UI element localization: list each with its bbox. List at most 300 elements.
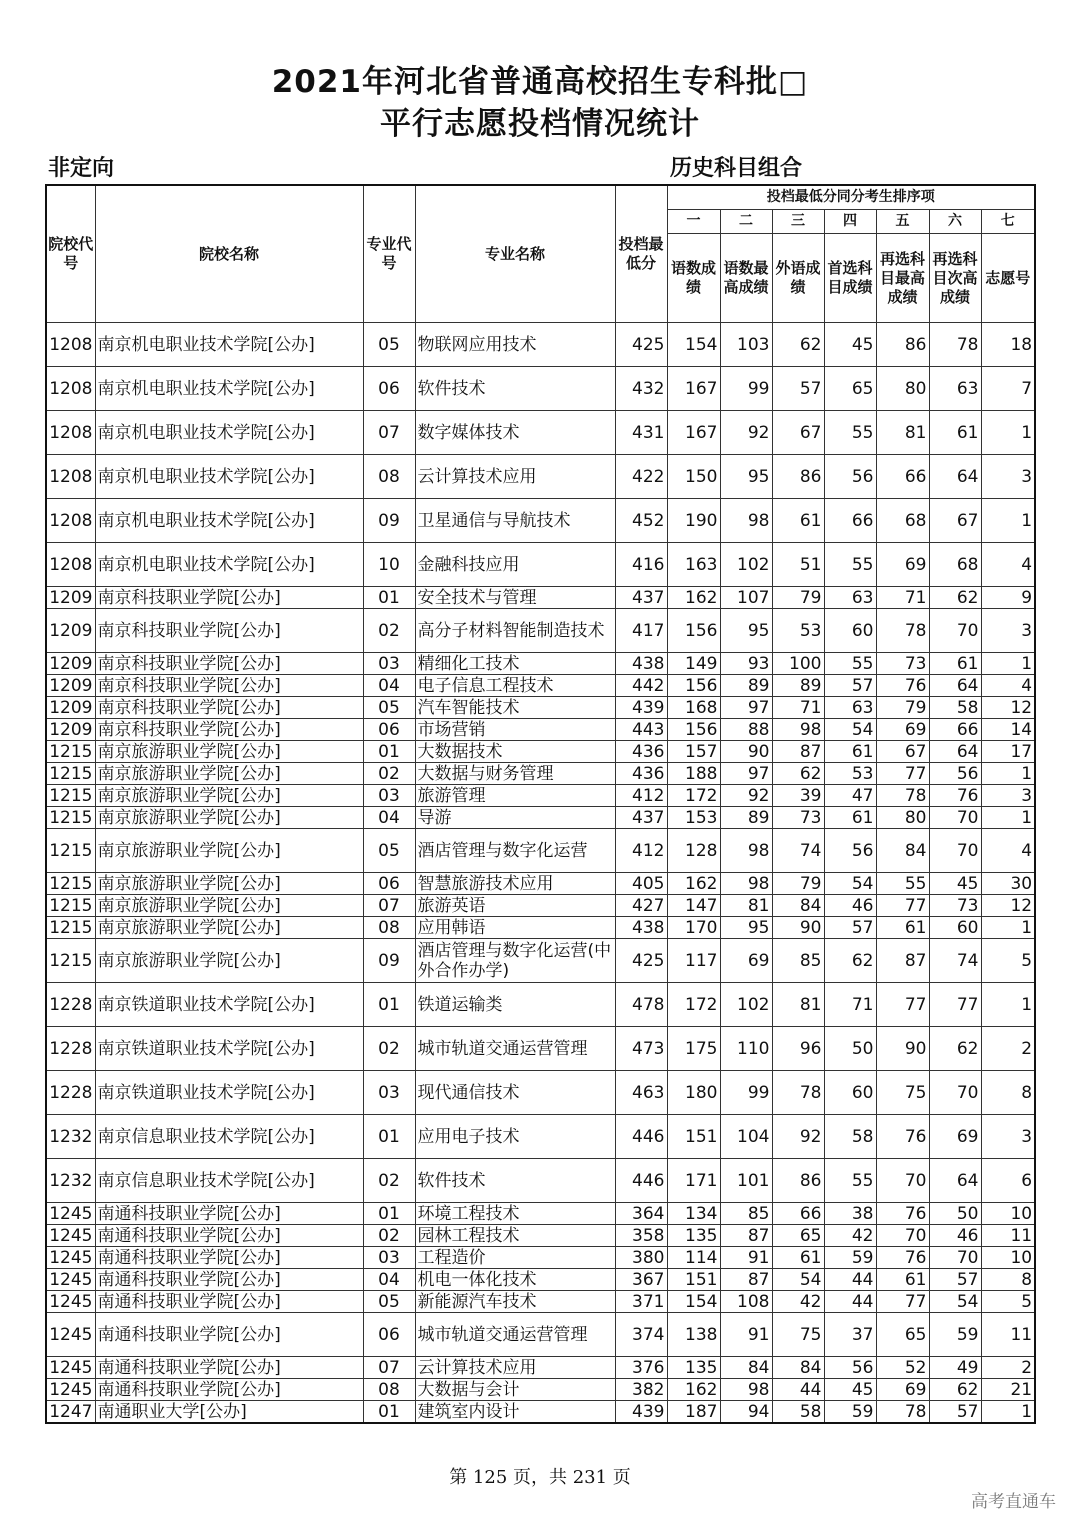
cell-major-name: 环境工程技术 <box>415 1203 615 1225</box>
header-first-subject: 首选科目成绩 <box>824 234 876 323</box>
cell-school-code: 1209 <box>46 675 95 697</box>
cell-chinese-math: 170 <box>667 917 720 939</box>
cell-elective-second: 66 <box>929 719 981 741</box>
header-chinese-math-max: 语数最高成绩 <box>720 234 772 323</box>
cell-major-code: 05 <box>363 1291 415 1313</box>
cell-elective-max: 81 <box>876 411 929 455</box>
cell-school-code: 1232 <box>46 1159 95 1203</box>
table-row <box>46 455 1035 499</box>
cell-major-code: 04 <box>363 1269 415 1291</box>
cell-elective-second: 77 <box>929 983 981 1027</box>
cell-major-code: 08 <box>363 455 415 499</box>
cell-foreign-lang: 86 <box>772 1159 824 1203</box>
cell-min-score: 376 <box>615 1357 667 1379</box>
cell-elective-max: 69 <box>876 719 929 741</box>
cell-school-code: 1215 <box>46 785 95 807</box>
cell-min-score: 473 <box>615 1027 667 1071</box>
cell-choice-number: 18 <box>981 323 1035 367</box>
cell-chinese-math: 114 <box>667 1247 720 1269</box>
header-ranking-group: 投档最低分同分考生排序项 <box>667 185 1035 210</box>
cell-school-name: 南京机电职业技术学院[公办] <box>95 367 363 411</box>
cell-major-name: 软件技术 <box>415 367 615 411</box>
table-row <box>46 763 1035 785</box>
cell-elective-second: 70 <box>929 1247 981 1269</box>
cell-chinese-math: 162 <box>667 587 720 609</box>
page-title-line2: 平行志愿投档情况统计 <box>380 106 700 142</box>
cell-major-name: 新能源汽车技术 <box>415 1291 615 1313</box>
cell-chinese-math: 157 <box>667 741 720 763</box>
cell-min-score: 425 <box>615 939 667 983</box>
cell-school-name: 南京科技职业学院[公办] <box>95 719 363 741</box>
cell-chinese-math: 190 <box>667 499 720 543</box>
cell-min-score: 438 <box>615 653 667 675</box>
cell-school-code: 1215 <box>46 829 95 873</box>
cell-major-name: 软件技术 <box>415 1159 615 1203</box>
cell-chinese-math: 151 <box>667 1269 720 1291</box>
header-choice-number: 志愿号 <box>981 234 1035 323</box>
cell-min-score: 416 <box>615 543 667 587</box>
cell-school-name: 南通科技职业学院[公办] <box>95 1225 363 1247</box>
cell-chinese-math: 168 <box>667 697 720 719</box>
cell-min-score: 442 <box>615 675 667 697</box>
cell-school-name: 南京旅游职业学院[公办] <box>95 763 363 785</box>
cell-elective-max: 90 <box>876 1027 929 1071</box>
cell-school-name: 南京科技职业学院[公办] <box>95 697 363 719</box>
subtitle-category: 非定向 <box>48 156 115 181</box>
cell-chinese-math-max: 98 <box>720 873 772 895</box>
table-row <box>46 917 1035 939</box>
cell-elective-second: 62 <box>929 1027 981 1071</box>
cell-choice-number: 1 <box>981 653 1035 675</box>
header-major-name: 专业名称 <box>415 185 615 323</box>
cell-foreign-lang: 86 <box>772 455 824 499</box>
cell-first-subject: 58 <box>824 1115 876 1159</box>
cell-foreign-lang: 96 <box>772 1027 824 1071</box>
cell-first-subject: 62 <box>824 939 876 983</box>
table-row <box>46 1225 1035 1247</box>
cell-major-name: 金融科技应用 <box>415 543 615 587</box>
cell-elective-second: 61 <box>929 653 981 675</box>
cell-foreign-lang: 90 <box>772 917 824 939</box>
cell-major-code: 04 <box>363 675 415 697</box>
admission-table <box>45 184 1036 1424</box>
header-chinese-math: 语数成绩 <box>667 234 720 323</box>
cell-min-score: 422 <box>615 455 667 499</box>
cell-first-subject: 57 <box>824 917 876 939</box>
cell-foreign-lang: 39 <box>772 785 824 807</box>
cell-major-name: 机电一体化技术 <box>415 1269 615 1291</box>
cell-elective-second: 58 <box>929 697 981 719</box>
cell-chinese-math-max: 89 <box>720 807 772 829</box>
cell-school-name: 南京机电职业技术学院[公办] <box>95 455 363 499</box>
cell-choice-number: 21 <box>981 1379 1035 1401</box>
cell-school-name: 南京科技职业学院[公办] <box>95 587 363 609</box>
cell-major-code: 01 <box>363 741 415 763</box>
cell-school-name: 南通科技职业学院[公办] <box>95 1203 363 1225</box>
cell-school-code: 1245 <box>46 1357 95 1379</box>
cell-major-name: 城市轨道交通运营管理 <box>415 1027 615 1071</box>
cell-first-subject: 54 <box>824 719 876 741</box>
table-row <box>46 499 1035 543</box>
cell-foreign-lang: 71 <box>772 697 824 719</box>
table-row <box>46 653 1035 675</box>
cell-choice-number: 5 <box>981 939 1035 983</box>
cell-elective-second: 68 <box>929 543 981 587</box>
cell-elective-second: 62 <box>929 587 981 609</box>
header-num-4: 四 <box>824 210 876 234</box>
cell-chinese-math: 150 <box>667 455 720 499</box>
cell-chinese-math-max: 99 <box>720 1071 772 1115</box>
cell-school-code: 1247 <box>46 1401 95 1424</box>
cell-chinese-math: 167 <box>667 411 720 455</box>
header-foreign-lang: 外语成绩 <box>772 234 824 323</box>
cell-major-name: 安全技术与管理 <box>415 587 615 609</box>
cell-chinese-math-max: 88 <box>720 719 772 741</box>
cell-school-name: 南京科技职业学院[公办] <box>95 675 363 697</box>
cell-foreign-lang: 61 <box>772 1247 824 1269</box>
cell-school-code: 1245 <box>46 1225 95 1247</box>
cell-major-code: 09 <box>363 939 415 983</box>
cell-min-score: 364 <box>615 1203 667 1225</box>
cell-chinese-math: 135 <box>667 1225 720 1247</box>
cell-major-code: 07 <box>363 895 415 917</box>
cell-min-score: 425 <box>615 323 667 367</box>
cell-choice-number: 11 <box>981 1225 1035 1247</box>
cell-foreign-lang: 54 <box>772 1269 824 1291</box>
cell-foreign-lang: 61 <box>772 499 824 543</box>
cell-min-score: 358 <box>615 1225 667 1247</box>
header-num-7: 七 <box>981 210 1035 234</box>
cell-school-code: 1232 <box>46 1115 95 1159</box>
table-row <box>46 1379 1035 1401</box>
cell-school-name: 南通科技职业学院[公办] <box>95 1357 363 1379</box>
cell-major-name: 高分子材料智能制造技术 <box>415 609 615 653</box>
cell-first-subject: 45 <box>824 1379 876 1401</box>
cell-major-code: 02 <box>363 763 415 785</box>
cell-chinese-math-max: 98 <box>720 829 772 873</box>
cell-school-name: 南京旅游职业学院[公办] <box>95 807 363 829</box>
cell-elective-second: 70 <box>929 829 981 873</box>
table-row <box>46 1401 1035 1424</box>
cell-foreign-lang: 62 <box>772 323 824 367</box>
cell-school-name: 南京旅游职业学院[公办] <box>95 939 363 983</box>
cell-elective-max: 66 <box>876 455 929 499</box>
cell-elective-max: 80 <box>876 807 929 829</box>
cell-school-code: 1215 <box>46 917 95 939</box>
cell-chinese-math: 180 <box>667 1071 720 1115</box>
cell-min-score: 412 <box>615 785 667 807</box>
cell-first-subject: 55 <box>824 543 876 587</box>
cell-choice-number: 30 <box>981 873 1035 895</box>
cell-choice-number: 10 <box>981 1203 1035 1225</box>
cell-min-score: 382 <box>615 1379 667 1401</box>
cell-elective-second: 46 <box>929 1225 981 1247</box>
cell-elective-second: 59 <box>929 1313 981 1357</box>
cell-choice-number: 7 <box>981 367 1035 411</box>
cell-elective-max: 84 <box>876 829 929 873</box>
cell-foreign-lang: 75 <box>772 1313 824 1357</box>
cell-major-code: 07 <box>363 1357 415 1379</box>
table-row <box>46 873 1035 895</box>
cell-foreign-lang: 79 <box>772 873 824 895</box>
cell-min-score: 436 <box>615 741 667 763</box>
cell-min-score: 439 <box>615 697 667 719</box>
cell-elective-max: 55 <box>876 873 929 895</box>
cell-school-name: 南京旅游职业学院[公办] <box>95 741 363 763</box>
cell-school-name: 南京旅游职业学院[公办] <box>95 873 363 895</box>
cell-school-code: 1209 <box>46 587 95 609</box>
cell-major-name: 市场营销 <box>415 719 615 741</box>
cell-min-score: 438 <box>615 917 667 939</box>
cell-major-name: 云计算技术应用 <box>415 455 615 499</box>
cell-elective-second: 45 <box>929 873 981 895</box>
cell-chinese-math-max: 97 <box>720 697 772 719</box>
cell-first-subject: 61 <box>824 807 876 829</box>
cell-elective-max: 87 <box>876 939 929 983</box>
watermark: 高考直通车 <box>971 1492 1056 1512</box>
cell-first-subject: 44 <box>824 1269 876 1291</box>
table-row <box>46 323 1035 367</box>
cell-foreign-lang: 78 <box>772 1071 824 1115</box>
cell-elective-max: 78 <box>876 609 929 653</box>
cell-school-name: 南通科技职业学院[公办] <box>95 1379 363 1401</box>
cell-choice-number: 5 <box>981 1291 1035 1313</box>
cell-major-name: 现代通信技术 <box>415 1071 615 1115</box>
cell-choice-number: 8 <box>981 1269 1035 1291</box>
table-row <box>46 1027 1035 1071</box>
cell-chinese-math-max: 104 <box>720 1115 772 1159</box>
cell-elective-second: 64 <box>929 455 981 499</box>
cell-choice-number: 1 <box>981 983 1035 1027</box>
cell-first-subject: 53 <box>824 763 876 785</box>
cell-choice-number: 17 <box>981 741 1035 763</box>
cell-chinese-math: 117 <box>667 939 720 983</box>
cell-elective-max: 71 <box>876 587 929 609</box>
cell-chinese-math-max: 102 <box>720 983 772 1027</box>
cell-chinese-math-max: 107 <box>720 587 772 609</box>
cell-first-subject: 55 <box>824 1159 876 1203</box>
cell-school-code: 1245 <box>46 1247 95 1269</box>
cell-chinese-math: 149 <box>667 653 720 675</box>
cell-chinese-math: 187 <box>667 1401 720 1424</box>
page-title-line1: 2021年河北省普通高校招生专科批□ <box>271 64 809 100</box>
cell-elective-max: 61 <box>876 1269 929 1291</box>
cell-school-code: 1208 <box>46 411 95 455</box>
table-row <box>46 895 1035 917</box>
cell-school-name: 南京旅游职业学院[公办] <box>95 895 363 917</box>
cell-elective-second: 74 <box>929 939 981 983</box>
cell-elective-second: 63 <box>929 367 981 411</box>
cell-major-name: 智慧旅游技术应用 <box>415 873 615 895</box>
cell-major-code: 06 <box>363 1313 415 1357</box>
cell-first-subject: 66 <box>824 499 876 543</box>
table-row <box>46 1291 1035 1313</box>
cell-foreign-lang: 66 <box>772 1203 824 1225</box>
cell-chinese-math: 156 <box>667 609 720 653</box>
cell-major-code: 01 <box>363 983 415 1027</box>
cell-major-code: 09 <box>363 499 415 543</box>
cell-elective-max: 69 <box>876 1379 929 1401</box>
table-row <box>46 983 1035 1027</box>
cell-school-name: 南通科技职业学院[公办] <box>95 1313 363 1357</box>
cell-major-name: 电子信息工程技术 <box>415 675 615 697</box>
cell-min-score: 443 <box>615 719 667 741</box>
cell-first-subject: 71 <box>824 983 876 1027</box>
cell-chinese-math: 151 <box>667 1115 720 1159</box>
cell-first-subject: 59 <box>824 1247 876 1269</box>
cell-elective-max: 75 <box>876 1071 929 1115</box>
cell-major-name: 数字媒体技术 <box>415 411 615 455</box>
header-school-code: 院校代号 <box>46 185 95 323</box>
table-row <box>46 411 1035 455</box>
table-row <box>46 829 1035 873</box>
cell-min-score: 432 <box>615 367 667 411</box>
cell-elective-max: 68 <box>876 499 929 543</box>
cell-first-subject: 55 <box>824 653 876 675</box>
cell-choice-number: 1 <box>981 499 1035 543</box>
cell-first-subject: 56 <box>824 1357 876 1379</box>
header-num-6: 六 <box>929 210 981 234</box>
cell-school-name: 南京机电职业技术学院[公办] <box>95 543 363 587</box>
table-row <box>46 939 1035 983</box>
cell-chinese-math: 188 <box>667 763 720 785</box>
cell-foreign-lang: 53 <box>772 609 824 653</box>
cell-school-code: 1209 <box>46 697 95 719</box>
cell-min-score: 437 <box>615 587 667 609</box>
cell-min-score: 436 <box>615 763 667 785</box>
cell-chinese-math-max: 81 <box>720 895 772 917</box>
cell-chinese-math-max: 95 <box>720 917 772 939</box>
cell-chinese-math-max: 90 <box>720 741 772 763</box>
cell-chinese-math: 153 <box>667 807 720 829</box>
cell-min-score: 446 <box>615 1159 667 1203</box>
cell-major-code: 04 <box>363 807 415 829</box>
cell-choice-number: 12 <box>981 697 1035 719</box>
cell-min-score: 367 <box>615 1269 667 1291</box>
cell-elective-max: 78 <box>876 785 929 807</box>
cell-chinese-math-max: 102 <box>720 543 772 587</box>
cell-choice-number: 10 <box>981 1247 1035 1269</box>
cell-choice-number: 6 <box>981 1159 1035 1203</box>
cell-major-code: 01 <box>363 1115 415 1159</box>
header-num-3: 三 <box>772 210 824 234</box>
cell-elective-second: 62 <box>929 1379 981 1401</box>
cell-choice-number: 2 <box>981 1357 1035 1379</box>
cell-elective-second: 49 <box>929 1357 981 1379</box>
cell-chinese-math-max: 84 <box>720 1357 772 1379</box>
cell-school-name: 南京科技职业学院[公办] <box>95 653 363 675</box>
cell-first-subject: 63 <box>824 697 876 719</box>
cell-first-subject: 54 <box>824 873 876 895</box>
cell-school-code: 1215 <box>46 763 95 785</box>
cell-foreign-lang: 92 <box>772 1115 824 1159</box>
cell-school-name: 南京旅游职业学院[公办] <box>95 785 363 807</box>
cell-chinese-math: 162 <box>667 873 720 895</box>
table-row <box>46 587 1035 609</box>
cell-school-code: 1209 <box>46 609 95 653</box>
header-num-2: 二 <box>720 210 772 234</box>
cell-school-code: 1215 <box>46 741 95 763</box>
cell-choice-number: 1 <box>981 917 1035 939</box>
cell-foreign-lang: 89 <box>772 675 824 697</box>
cell-foreign-lang: 79 <box>772 587 824 609</box>
cell-school-name: 南京铁道职业技术学院[公办] <box>95 983 363 1027</box>
cell-school-code: 1208 <box>46 455 95 499</box>
cell-school-name: 南京机电职业技术学院[公办] <box>95 499 363 543</box>
cell-first-subject: 60 <box>824 609 876 653</box>
cell-chinese-math-max: 94 <box>720 1401 772 1424</box>
cell-foreign-lang: 57 <box>772 367 824 411</box>
cell-elective-max: 77 <box>876 763 929 785</box>
cell-chinese-math-max: 98 <box>720 1379 772 1401</box>
cell-chinese-math: 128 <box>667 829 720 873</box>
cell-major-code: 02 <box>363 1225 415 1247</box>
header-major-code: 专业代号 <box>363 185 415 323</box>
cell-first-subject: 45 <box>824 323 876 367</box>
cell-choice-number: 3 <box>981 1115 1035 1159</box>
cell-school-name: 南京机电职业技术学院[公办] <box>95 411 363 455</box>
cell-chinese-math-max: 99 <box>720 367 772 411</box>
cell-first-subject: 57 <box>824 675 876 697</box>
cell-first-subject: 47 <box>824 785 876 807</box>
header-elective-max: 再选科目最高成绩 <box>876 234 929 323</box>
cell-elective-max: 76 <box>876 1247 929 1269</box>
cell-choice-number: 8 <box>981 1071 1035 1115</box>
cell-school-code: 1208 <box>46 499 95 543</box>
cell-major-name: 云计算技术应用 <box>415 1357 615 1379</box>
cell-min-score: 405 <box>615 873 667 895</box>
cell-school-code: 1228 <box>46 1071 95 1115</box>
cell-first-subject: 59 <box>824 1401 876 1424</box>
page-footer: 第 125 页，共 231 页 <box>449 1467 631 1488</box>
cell-major-code: 03 <box>363 785 415 807</box>
cell-elective-second: 67 <box>929 499 981 543</box>
table-row <box>46 1269 1035 1291</box>
cell-major-name: 应用电子技术 <box>415 1115 615 1159</box>
cell-chinese-math: 134 <box>667 1203 720 1225</box>
cell-foreign-lang: 58 <box>772 1401 824 1424</box>
header-num-1: 一 <box>667 210 720 234</box>
cell-elective-second: 78 <box>929 323 981 367</box>
cell-elective-max: 86 <box>876 323 929 367</box>
cell-first-subject: 60 <box>824 1071 876 1115</box>
cell-school-code: 1245 <box>46 1291 95 1313</box>
cell-foreign-lang: 51 <box>772 543 824 587</box>
cell-school-code: 1228 <box>46 1027 95 1071</box>
cell-elective-second: 70 <box>929 1071 981 1115</box>
table-row <box>46 807 1035 829</box>
cell-chinese-math: 138 <box>667 1313 720 1357</box>
cell-elective-second: 56 <box>929 763 981 785</box>
cell-chinese-math-max: 85 <box>720 1203 772 1225</box>
cell-school-name: 南通科技职业学院[公办] <box>95 1291 363 1313</box>
cell-school-code: 1215 <box>46 939 95 983</box>
cell-elective-second: 70 <box>929 807 981 829</box>
cell-min-score: 431 <box>615 411 667 455</box>
cell-first-subject: 63 <box>824 587 876 609</box>
cell-school-name: 南京科技职业学院[公办] <box>95 609 363 653</box>
cell-first-subject: 50 <box>824 1027 876 1071</box>
cell-chinese-math-max: 95 <box>720 609 772 653</box>
table-row <box>46 1115 1035 1159</box>
cell-chinese-math: 171 <box>667 1159 720 1203</box>
cell-choice-number: 9 <box>981 587 1035 609</box>
cell-elective-max: 61 <box>876 917 929 939</box>
cell-major-code: 05 <box>363 829 415 873</box>
cell-chinese-math: 147 <box>667 895 720 917</box>
cell-elective-max: 76 <box>876 1115 929 1159</box>
cell-elective-second: 61 <box>929 411 981 455</box>
